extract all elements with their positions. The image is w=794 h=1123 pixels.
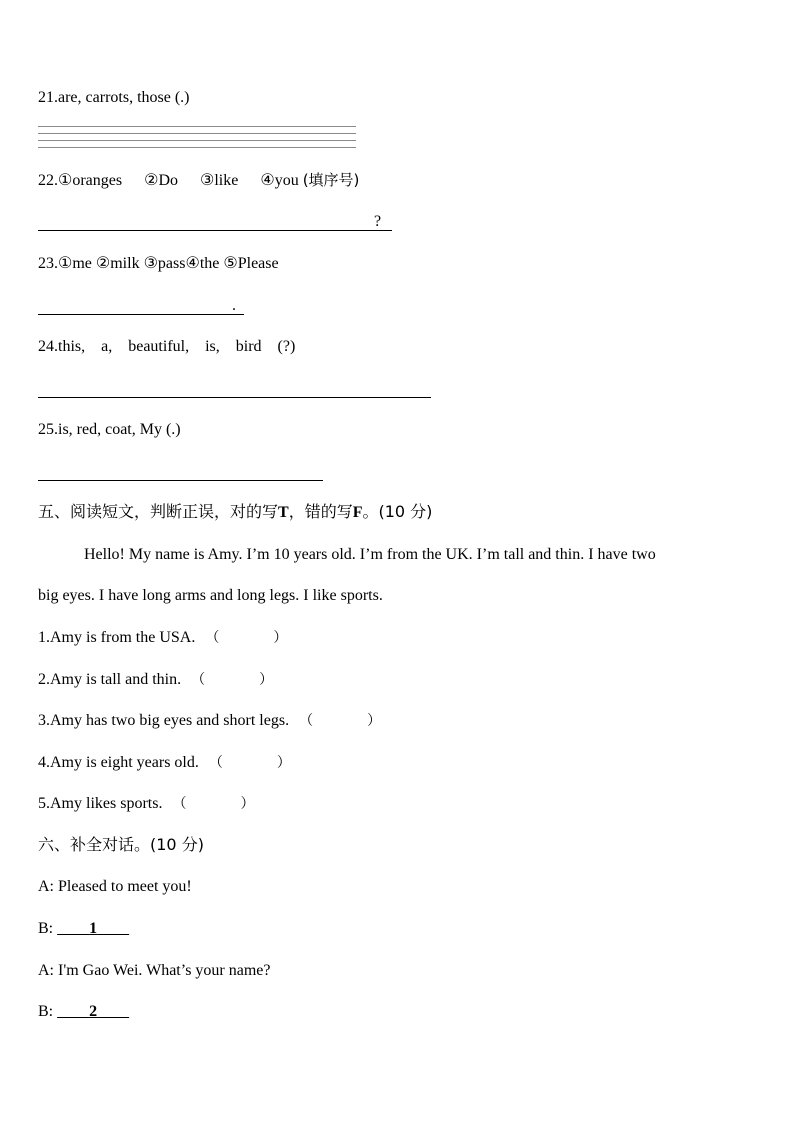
answer-blank-2[interactable]: 2 xyxy=(89,1003,98,1020)
passage-line-2: big eyes. I have long arms and long legs. I like sports. xyxy=(38,587,383,604)
end-punctuation: ? xyxy=(374,213,382,230)
speaker: B: xyxy=(38,1003,54,1020)
option: ③pass xyxy=(143,255,186,272)
answer-line xyxy=(38,133,356,134)
answer-line xyxy=(38,140,356,141)
question-number: 24. xyxy=(38,338,58,355)
answer-line[interactable] xyxy=(38,397,431,398)
dialogue-line-1 xyxy=(38,877,192,897)
item-text: 1.Amy is from the USA. xyxy=(38,629,196,646)
question-23 xyxy=(38,254,279,274)
judge-item-3 xyxy=(38,711,381,731)
dialogue-line-4 xyxy=(38,1002,129,1022)
answer-paren[interactable]: （ ） xyxy=(205,630,288,646)
item-text: 2.Amy is tall and thin. xyxy=(38,671,182,688)
question-22 xyxy=(38,170,359,191)
speaker: B: xyxy=(38,920,54,937)
question-words: are, carrots, those (.) xyxy=(58,89,190,106)
end-punctuation: . xyxy=(232,297,236,314)
answer-paren[interactable]: （ ） xyxy=(172,796,255,812)
question-words: is, red, coat, My (.) xyxy=(58,421,181,438)
answer-line[interactable] xyxy=(38,314,244,315)
answer-line xyxy=(38,126,356,127)
heading-text: 五、阅读短文，判断正误，对的写 xyxy=(38,502,279,521)
option: ③like xyxy=(200,172,239,189)
passage-line-1: Hello! My name is Amy. I’m 10 years old. I’m from the UK. I’m tall and thin. I have two xyxy=(84,546,656,563)
question-25 xyxy=(38,420,181,440)
answer-paren[interactable]: （ ） xyxy=(208,755,291,771)
section-5-heading xyxy=(38,502,432,523)
heading-text: 。(10 分) xyxy=(362,502,433,521)
option: ⑤Please xyxy=(223,255,279,272)
answer-line xyxy=(38,147,356,148)
heading-f: F xyxy=(352,504,363,521)
heading-text: ，错的写 xyxy=(288,502,353,521)
question-24 xyxy=(38,337,295,357)
item-text: 3.Amy has two big eyes and short legs. xyxy=(38,712,290,729)
judge-item-4 xyxy=(38,753,291,773)
answer-line[interactable] xyxy=(38,480,323,481)
question-21 xyxy=(38,88,190,108)
question-number: 22. xyxy=(38,172,58,189)
answer-paren[interactable]: （ ） xyxy=(299,713,382,729)
judge-item-1 xyxy=(38,628,287,648)
question-words: this, a, beautiful, is, bird (?) xyxy=(58,338,296,355)
dialogue-line-3 xyxy=(38,961,271,981)
option: ②milk xyxy=(95,255,140,272)
option: ④you xyxy=(260,172,299,189)
option: ①oranges xyxy=(58,172,123,189)
option: ①me xyxy=(58,255,92,272)
item-text: 4.Amy is eight years old. xyxy=(38,754,199,771)
answer-blank-1[interactable]: 1 xyxy=(89,920,98,937)
option: ②Do xyxy=(144,172,179,189)
dialogue-text: Pleased to meet you! xyxy=(58,878,192,895)
judge-item-2 xyxy=(38,670,273,690)
heading-t: T xyxy=(278,504,289,521)
dialogue-text: I'm Gao Wei. What’s your name? xyxy=(58,962,271,979)
question-number: 23. xyxy=(38,255,58,272)
answer-paren[interactable]: （ ） xyxy=(191,672,274,688)
item-text: 5.Amy likes sports. xyxy=(38,795,163,812)
option: ④the xyxy=(185,255,220,272)
dialogue-line-2 xyxy=(38,919,129,939)
judge-item-5 xyxy=(38,794,254,814)
question-number: 21. xyxy=(38,89,58,106)
section-6-heading: 六、补全对话。(10 分) xyxy=(38,835,204,854)
speaker: A: xyxy=(38,962,54,979)
answer-line[interactable] xyxy=(38,230,392,231)
question-number: 25. xyxy=(38,421,58,438)
speaker: A: xyxy=(38,878,54,895)
hint: (填序号) xyxy=(302,171,360,189)
